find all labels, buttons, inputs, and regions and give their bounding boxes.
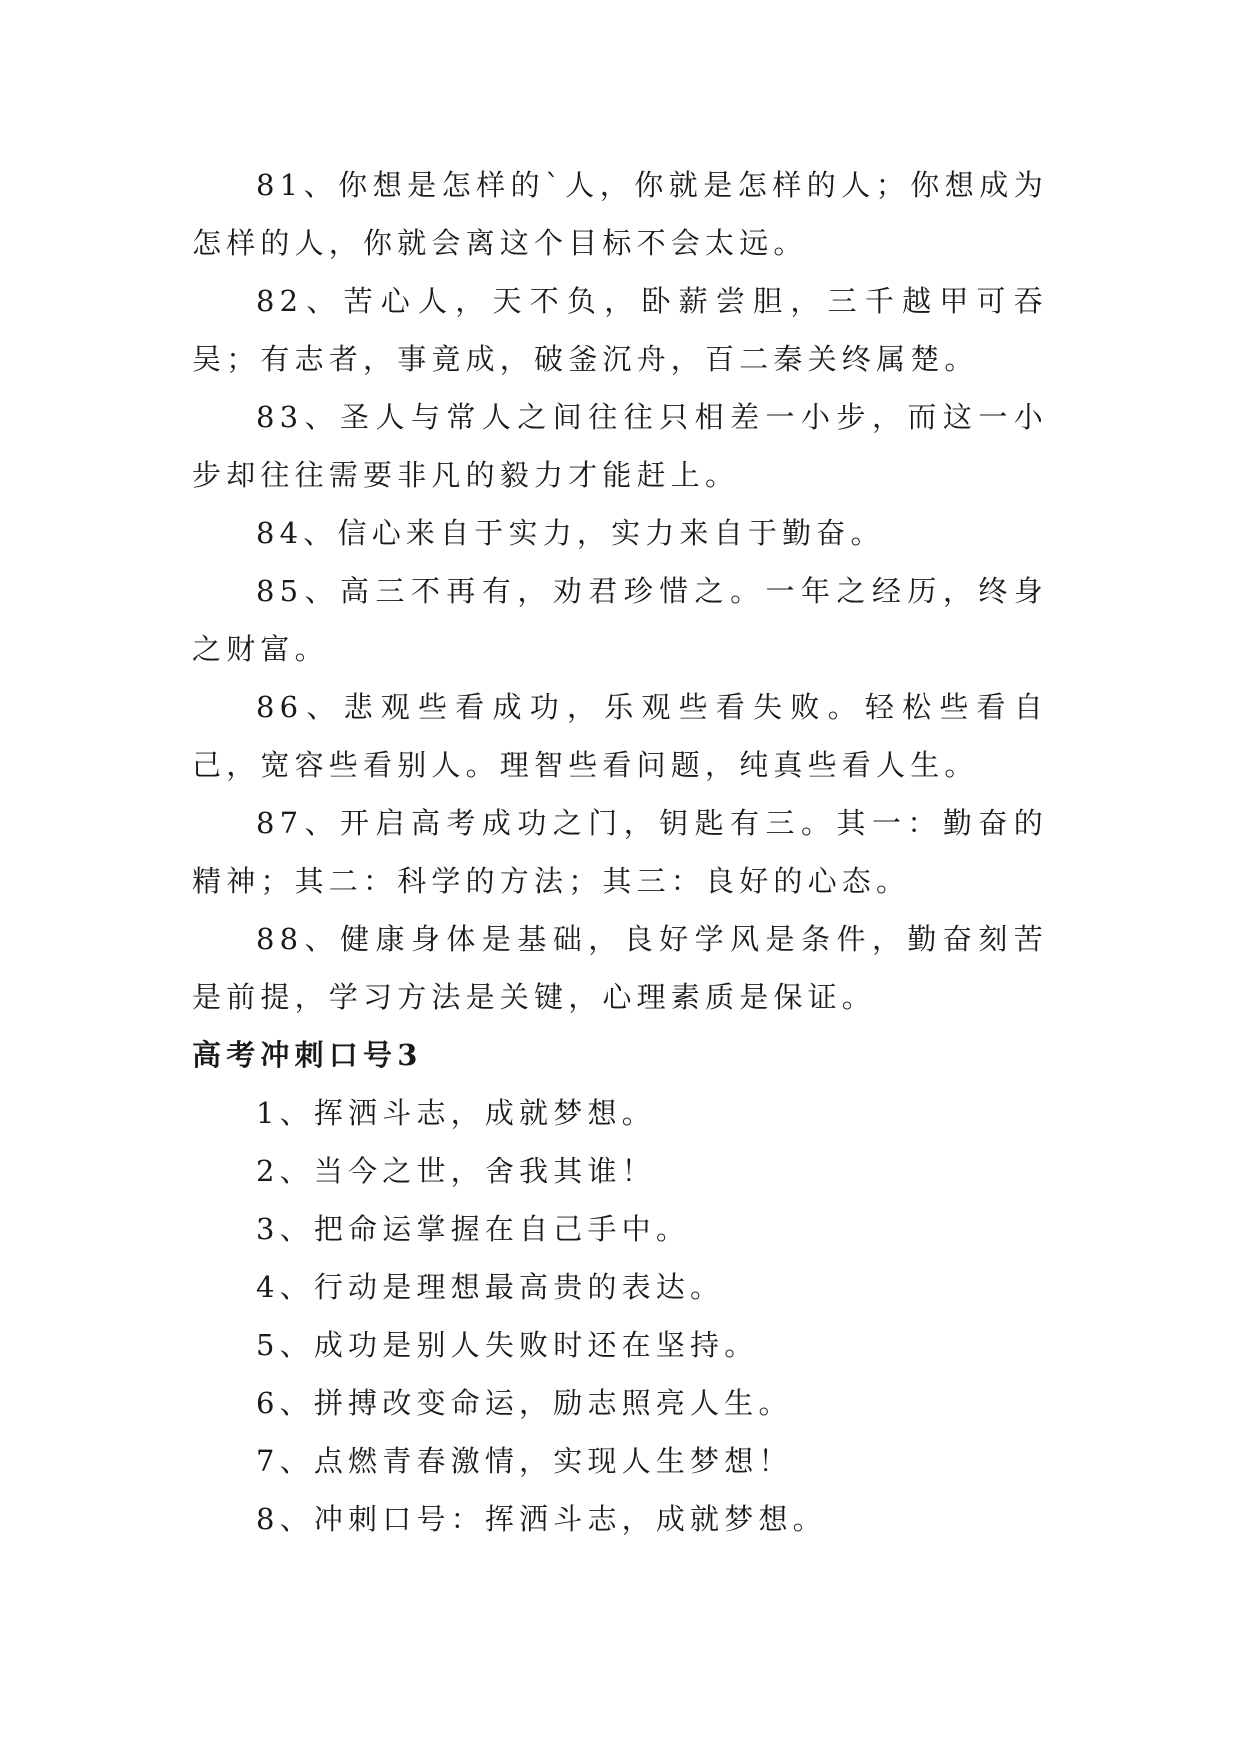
slogan-item: 5、成功是别人失败时还在坚持。 <box>256 1328 759 1362</box>
paragraph-85: 85、高三不再有，劝君珍惜之。一年之经历，终身之财富。 <box>192 574 1048 666</box>
slogan-item: 6、拼搏改变命运，励志照亮人生。 <box>256 1386 793 1420</box>
slogan-item: 2、当今之世，舍我其谁！ <box>256 1154 656 1188</box>
paragraph-88: 88、健康身体是基础，良好学风是条件，勤奋刻苦是前提，学习方法是关键，心理素质是保证。 <box>192 922 1048 1014</box>
slogan-item: 1、挥洒斗志，成就梦想。 <box>256 1096 656 1130</box>
paragraph-83: 83、圣人与常人之间往往只相差一小步，而这一小步却往往需要非凡的毅力才能赶上。 <box>192 400 1048 492</box>
slogan-item: 4、行动是理想最高贵的表达。 <box>256 1270 725 1304</box>
document-body <box>192 156 1048 1548</box>
slogan-item: 7、点燃青春激情，实现人生梦想！ <box>256 1444 793 1478</box>
paragraph-81: 81、你想是怎样的`人，你就是怎样的人；你想成为怎样的人，你就会离这个目标不会太远。 <box>192 168 1048 260</box>
slogan-item: 8、冲刺口号：挥洒斗志，成就梦想。 <box>256 1502 827 1536</box>
paragraph-86: 86、悲观些看成功，乐观些看失败。轻松些看自己，宽容些看别人。理智些看问题，纯真些看人生。 <box>192 690 1048 782</box>
paragraph-82: 82、苦心人，天不负，卧薪尝胆，三千越甲可吞吴；有志者，事竟成，破釜沉舟，百二秦关终属楚。 <box>192 284 1048 376</box>
section-heading: 高考冲刺口号3 <box>192 1038 423 1072</box>
paragraph-87: 87、开启高考成功之门，钥匙有三。其一：勤奋的精神；其二：科学的方法；其三：良好的心态。 <box>192 806 1048 898</box>
paragraph-84: 84、信心来自于实力，实力来自于勤奋。 <box>256 516 885 550</box>
slogan-list <box>192 1084 1048 1548</box>
slogan-item: 3、把命运掌握在自己手中。 <box>256 1212 691 1246</box>
